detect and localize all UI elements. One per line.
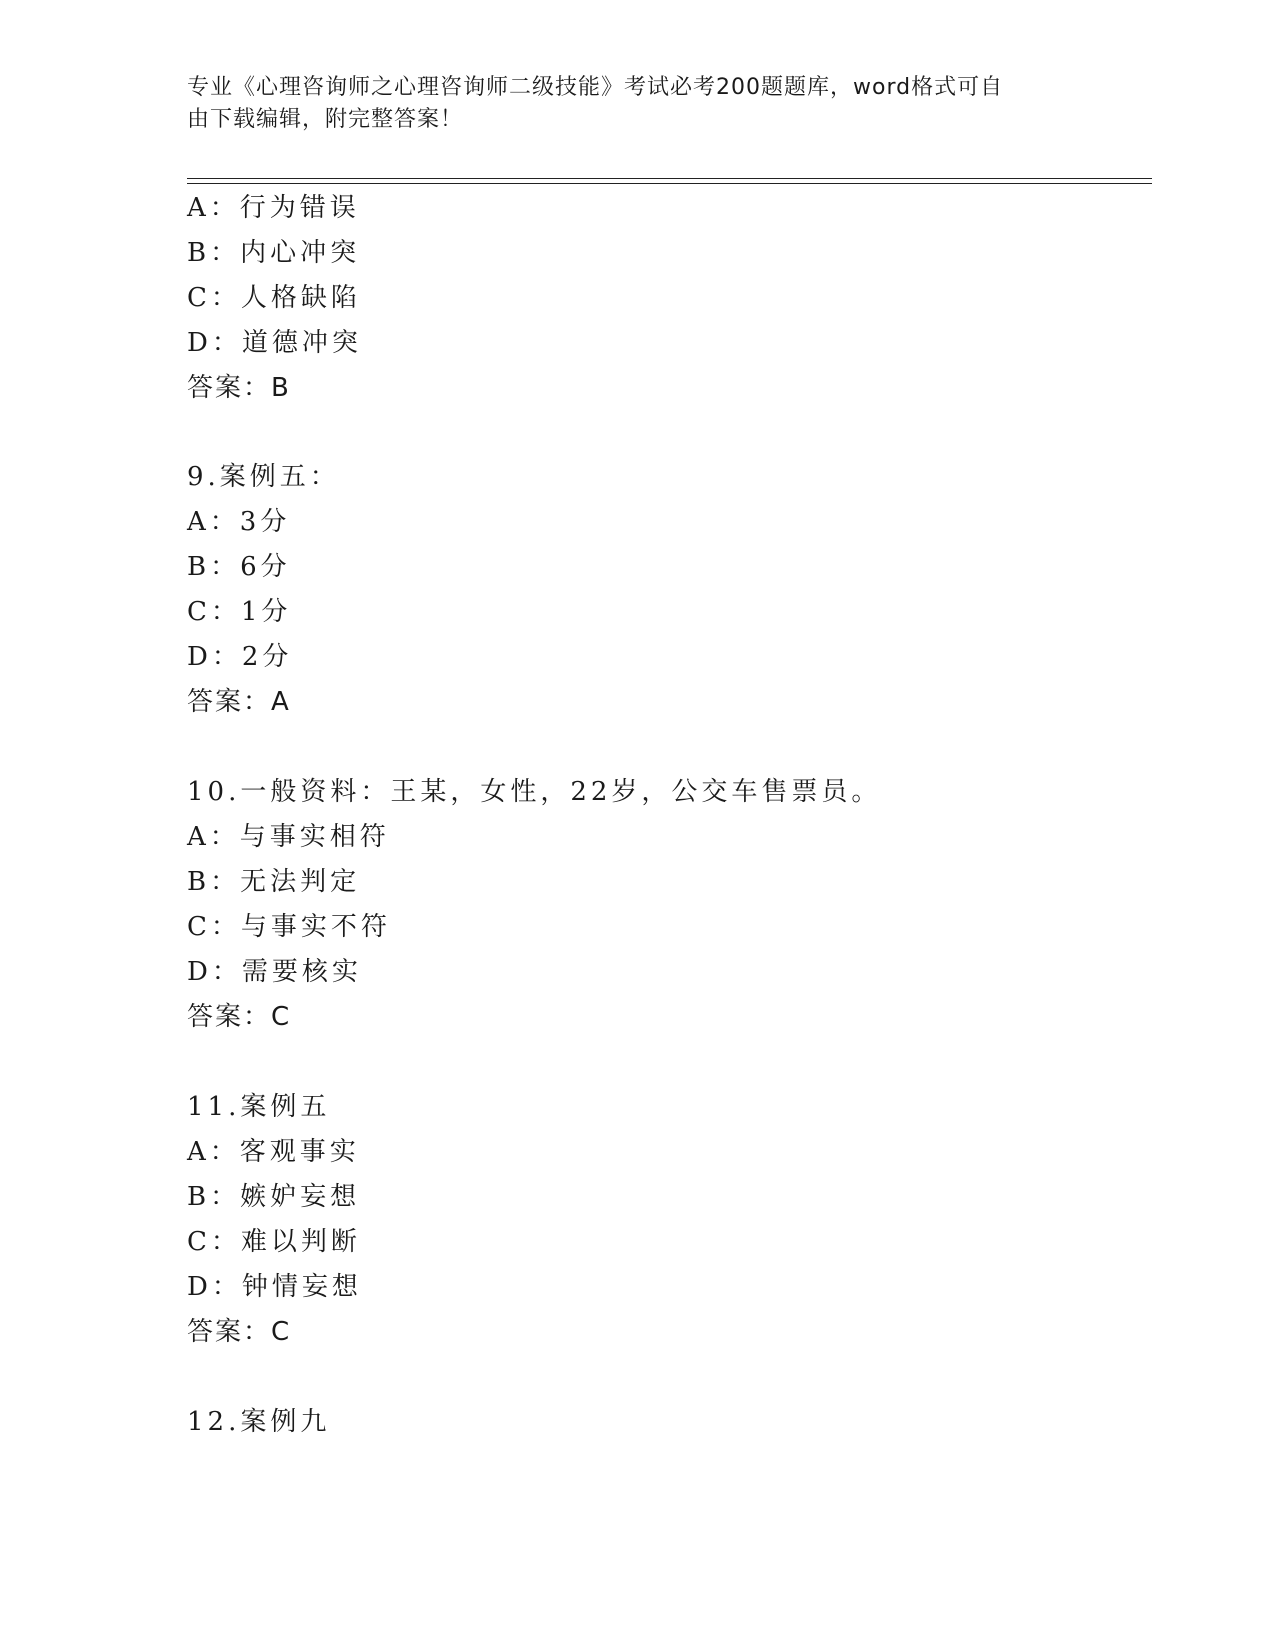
- q11-answer: 答案：C: [187, 1317, 292, 1347]
- q11-option-d: D：钟情妄想: [187, 1272, 362, 1302]
- q11-question: 11.案例五: [187, 1092, 331, 1122]
- q9-question: 9.案例五：: [187, 462, 340, 492]
- q10-answer: 答案：C: [187, 1002, 292, 1032]
- q10-option-a: A：与事实相符: [187, 822, 390, 852]
- q10-option-c: C：与事实不符: [187, 912, 391, 942]
- q10-option-d: D：需要核实: [187, 957, 362, 987]
- q10-option-b: B：无法判定: [187, 867, 361, 897]
- q9-option-d: D：2分: [187, 642, 293, 672]
- header-line-1: 专业《心理咨询师之心理咨询师二级技能》考试必考200题题库，word格式可自: [187, 75, 1004, 100]
- q8-option-d: D：道德冲突: [187, 328, 362, 358]
- header-divider-top: [187, 178, 1152, 179]
- q9-option-b: B：6分: [187, 552, 291, 582]
- header-divider-bottom: [187, 183, 1152, 184]
- q8-answer: 答案：B: [187, 373, 291, 403]
- q9-answer: 答案：A: [187, 687, 291, 717]
- q10-question: 10.一般资料：王某，女性，22岁，公交车售票员。: [187, 777, 882, 807]
- q9-option-a: A：3分: [187, 507, 291, 537]
- document-header: [187, 72, 1067, 136]
- header-line-2: 由下载编辑，附完整答案！: [187, 107, 464, 132]
- q12-question: 12.案例九: [187, 1407, 331, 1437]
- q8-option-b: B：内心冲突: [187, 238, 361, 268]
- q9-option-c: C：1分: [187, 597, 292, 627]
- q11-option-c: C：难以判断: [187, 1227, 361, 1257]
- q8-option-c: C：人格缺陷: [187, 283, 361, 313]
- q11-option-a: A：客观事实: [187, 1137, 360, 1167]
- q8-option-a: A：行为错误: [187, 193, 360, 223]
- q11-option-b: B：嫉妒妄想: [187, 1182, 361, 1212]
